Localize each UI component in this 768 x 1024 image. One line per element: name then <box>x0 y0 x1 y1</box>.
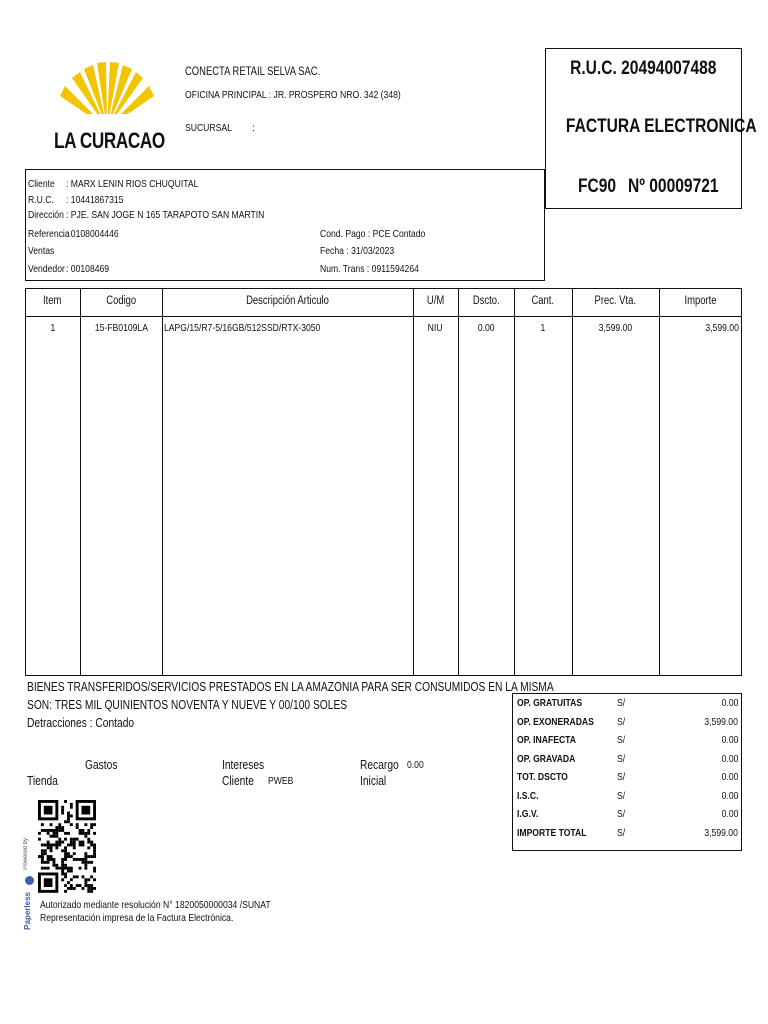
cell-dscto: 0.00 <box>477 322 495 334</box>
header-codigo: Codigo <box>106 295 136 307</box>
totals-value: 0.00 <box>721 808 738 820</box>
header-item: Item <box>43 295 62 307</box>
company-office: OFICINA PRINCIPAL : JR. PROSPERO NRO. 342 (348) <box>185 89 401 101</box>
cell-item: 1 <box>50 322 55 334</box>
totals-value: 3,599.00 <box>704 715 738 728</box>
intereses-label: Intereses <box>222 758 265 772</box>
doc-number: Nº 00009721 <box>628 176 719 197</box>
totals-value: 0.00 <box>721 789 738 802</box>
totals-label: I.G.V. <box>517 808 539 820</box>
powered-by-badge <box>24 838 38 940</box>
gastos-label: Gastos <box>85 758 118 772</box>
ruc-value: : 10441867315 <box>66 194 124 206</box>
amazonia-note: BIENES TRANSFERIDOS/SERVICIOS PRESTADOS EN LA AMAZONIA PARA SER CONSUMIDOS EN LA MISMA <box>27 680 554 694</box>
header-dscto: Dscto. <box>472 295 500 307</box>
pweb-value: PWEB <box>268 775 294 787</box>
doc-series: FC90 <box>578 176 617 197</box>
authorization-note: Autorizado mediante resolución N° 1820050000034 /SUNAT <box>40 899 271 911</box>
totals-value: 0.00 <box>721 771 738 783</box>
totals-currency: S/ <box>617 808 626 820</box>
tienda-label: Tienda <box>27 774 58 788</box>
cell-importe: 3,599.00 <box>705 322 739 334</box>
col-divider <box>572 288 573 676</box>
totals-currency: S/ <box>617 734 626 746</box>
totals-label: OP. INAFECTA <box>517 734 577 746</box>
totals-currency: S/ <box>617 789 626 802</box>
totals-value: 0.00 <box>721 734 738 746</box>
paperless-logo-icon <box>25 876 34 885</box>
totals-currency: S/ <box>617 715 626 728</box>
header-descripcion: Descripción Articulo <box>246 295 329 307</box>
num-trans: Num. Trans : 0911594264 <box>320 263 419 275</box>
referencia-value: : 0108004446 <box>66 228 119 240</box>
cell-cant: 1 <box>540 322 546 334</box>
branch-separator: : <box>252 122 255 134</box>
totals-label: OP. EXONERADAS <box>517 715 594 728</box>
ruc-label: R.U.C. <box>28 194 54 206</box>
cell-codigo: 15-FB0109LA <box>94 322 148 334</box>
vendedor-value: : 00108469 <box>66 263 110 275</box>
direccion-label: Dirección <box>28 209 64 221</box>
recargo-value: 0.00 <box>407 759 424 771</box>
vendedor-label: Vendedor <box>28 263 65 275</box>
cliente-label-footer: Cliente <box>222 774 254 788</box>
amount-in-words: SON: TRES MIL QUINIENTOS NOVENTA Y NUEVE Y 00/100 SOLES <box>27 698 348 712</box>
totals-currency: S/ <box>617 697 626 709</box>
branch-label: SUCURSAL <box>185 122 232 134</box>
representation-note: Representación impresa de la Factura Electrónica. <box>40 912 234 924</box>
col-divider <box>458 288 459 676</box>
paperless-text: Paperless <box>23 891 32 930</box>
header-importe: Importe <box>684 295 717 307</box>
header-um: U/M <box>426 295 445 307</box>
company-name: CONECTA RETAIL SELVA SAC. <box>185 66 321 78</box>
powered-by-text: Powered by <box>23 838 29 870</box>
cell-descripcion: LAPG/15/R7-5/16GB/512SSD/RTX-3050 <box>164 322 321 334</box>
col-divider <box>80 288 81 676</box>
totals-currency: S/ <box>617 771 626 783</box>
company-logo <box>52 58 165 158</box>
referencia-label: Referencia <box>28 228 70 240</box>
cond-pago: Cond. Pago : PCE Contado <box>320 228 426 240</box>
totals-currency: S/ <box>617 826 626 839</box>
fecha: Fecha : 31/03/2023 <box>320 245 395 257</box>
totals-value: 0.00 <box>721 752 738 765</box>
totals-label: OP. GRATUITAS <box>517 697 583 709</box>
recargo-label: Recargo <box>360 758 399 772</box>
logo-wordmark: LA CURACAO <box>54 128 165 153</box>
totals-label: IMPORTE TOTAL <box>517 826 587 839</box>
qr-code <box>38 800 96 895</box>
ventas-label: Ventas <box>28 245 55 257</box>
col-divider <box>514 288 515 676</box>
direccion-value: : PJE. SAN JOGE N 165 TARAPOTO SAN MARTIN <box>66 209 265 221</box>
qr-code-icon <box>38 800 96 895</box>
doc-title: FACTURA ELECTRONICA <box>565 116 757 137</box>
col-divider <box>162 288 163 676</box>
table-header-divider <box>25 316 742 317</box>
totals-value: 3,599.00 <box>704 826 738 839</box>
cliente-value: : MARX LENIN RIOS CHUQUITAL <box>66 178 199 190</box>
header-cant: Cant. <box>531 295 555 307</box>
detracciones: Detracciones : Contado <box>27 716 135 730</box>
inicial-label: Inicial <box>360 774 387 788</box>
doc-ruc: R.U.C. 20494007488 <box>570 58 717 79</box>
cell-precio: 3,599.00 <box>598 322 633 334</box>
header-precio: Prec. Vta. <box>594 295 637 307</box>
totals-label: OP. GRAVADA <box>517 752 576 765</box>
totals-currency: S/ <box>617 752 626 765</box>
col-divider <box>659 288 660 676</box>
totals-label: TOT. DSCTO <box>517 771 568 783</box>
cell-um: NIU <box>428 322 443 334</box>
col-divider <box>413 288 414 676</box>
sun-rays-logo-icon <box>52 58 162 130</box>
totals-label: I.S.C. <box>517 789 539 802</box>
cliente-label: Cliente <box>28 178 55 190</box>
totals-value: 0.00 <box>721 697 738 709</box>
items-table <box>25 288 742 676</box>
